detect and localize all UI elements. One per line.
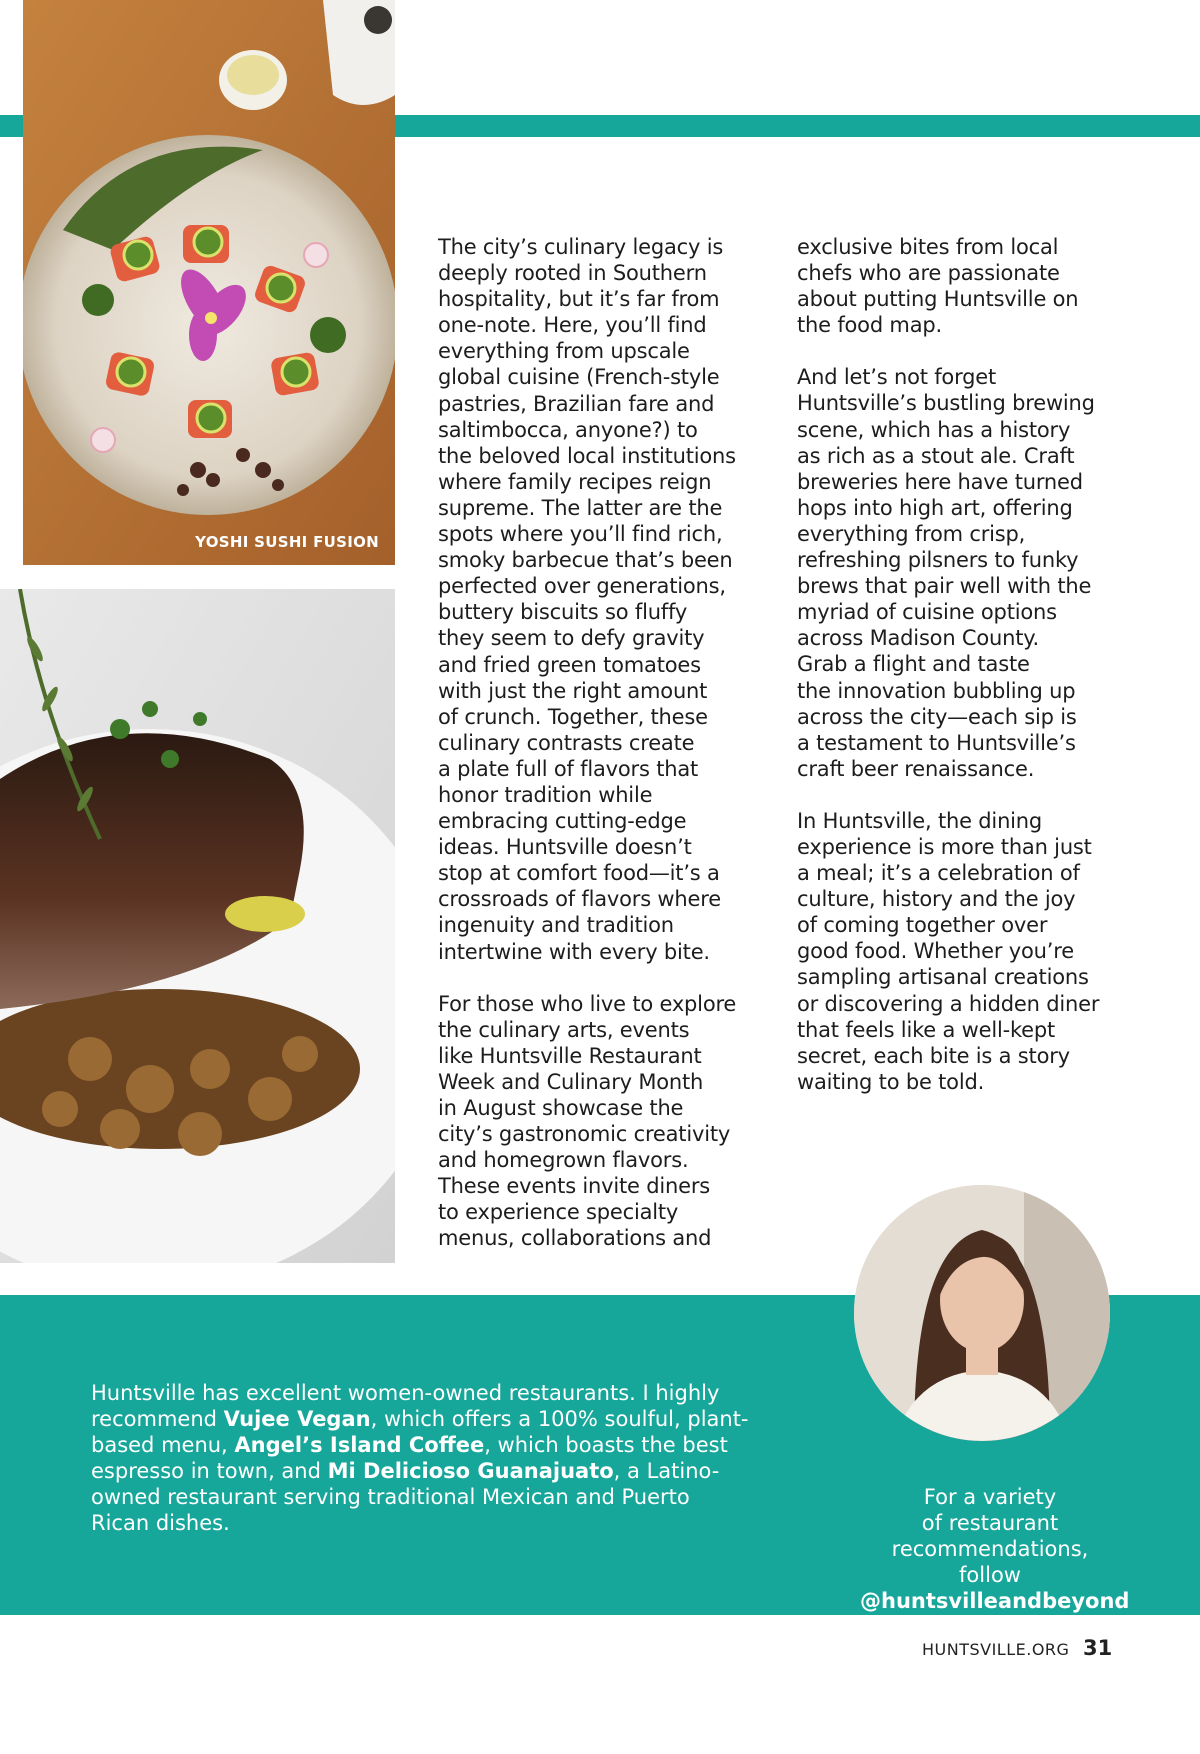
follow-callout xyxy=(860,1458,1130,1641)
article-column-1 xyxy=(438,234,768,1278)
paragraph: For those who live to explore the culinary arts, events like Huntsville Restaurant Week and Culinary Month in August showcase the city’s gastronomic creativity and homegrown flavors. These events invite diners to experience specialty menus, collaborations and xyxy=(438,991,737,1251)
paragraph: And let’s not forget Huntsville’s bustling brewing scene, which has a history as rich as a stout ale. Craft breweries here have turned hops into high art, offering everything from crisp, refreshing pilsners to funky brews that pair well with the myriad of cuisine options across Madison County. Grab a flight and taste the innovation bubbling up across the city—each sip is a testament to Huntsville’s craft beer renaissance. xyxy=(797,365,1095,781)
restaurant-name: Angel’s Island Coffee xyxy=(234,1433,485,1458)
sushi-illustration xyxy=(23,0,395,565)
quote-text: , which boasts the best espresso in town, and xyxy=(91,1433,728,1484)
photo-sushi-plate xyxy=(23,0,395,565)
paragraph: exclusive bites from local chefs who are passionate about putting Huntsville on the food map. xyxy=(797,235,1079,338)
social-handle[interactable]: @huntsvilleandbeyond xyxy=(860,1589,1130,1614)
quote-text: Huntsville has excellent women-owned restaurants. I highly recommend xyxy=(91,1381,720,1432)
follow-text: For a variety of restaurant recommendations, follow xyxy=(891,1485,1089,1588)
page-number: 31 xyxy=(1083,1636,1113,1660)
paragraph: In Huntsville, the dining experience is more than just a meal; it’s a celebration of culture, history and the joy of coming together over good food. Whether you’re sampling artisanal creations or discovering a hidden diner that feels like a well-kept secret, each bite is a story waiting to be told. xyxy=(797,808,1100,1094)
restaurant-name: Vujee Vegan xyxy=(223,1407,371,1432)
restaurant-name: Mi Delicioso Guanajuato xyxy=(327,1459,614,1484)
quote-text: , which offers a 100% soulful, plant- based menu, xyxy=(91,1407,749,1458)
footer-site: HUNTSVILLE.ORG xyxy=(922,1640,1070,1659)
paragraph: The city’s culinary legacy is deeply rooted in Southern hospitality, but it’s far from one-note. Here, you’ll find everything from upscale global cuisine (French-style pastries, Brazilian fare and saltimbocca, anyone?) to the beloved local institutions where family recipes reign supreme. The latter are the spots where you’ll find rich, smoky barbecue that’s been perfected over generations, buttery biscuits so fluffy they seem to defy gravity and fried green tomatoes with just the right amount of crunch. Together, these culinary contrasts create a plate full of flavors that honor tradition while embracing cutting-edge ideas. Huntsville doesn’t stop at comfort food—it’s a crossroads of flavors where ingenuity and tradition intertwine with every bite. xyxy=(438,235,736,964)
article-column-2 xyxy=(797,234,1137,1121)
steak-illustration xyxy=(0,589,395,1263)
contributor-portrait xyxy=(854,1185,1110,1441)
quote-text: , a Latino- owned restaurant serving traditional Mexican and Puerto Rican dishes. xyxy=(91,1459,720,1536)
portrait-illustration xyxy=(854,1185,1110,1441)
photo-steak-plate xyxy=(0,589,395,1263)
callout-quote xyxy=(91,1380,771,1537)
photo-caption: YOSHI SUSHI FUSION xyxy=(195,533,379,551)
